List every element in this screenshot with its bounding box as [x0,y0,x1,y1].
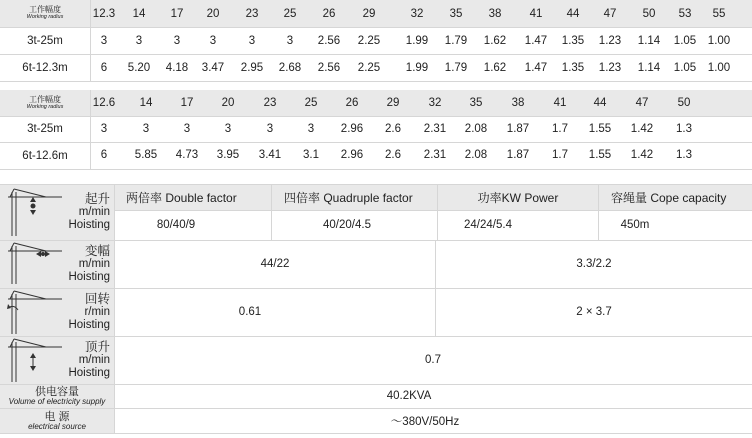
luffing-label-unit: m/min [78,258,110,271]
load-value: 2.6 [385,123,401,135]
radius-value: 12.3 [92,7,116,20]
rule [0,54,752,55]
load-value: 2.31 [423,123,447,135]
jacking-label [60,336,110,384]
load-value: 2.08 [464,123,488,135]
load-value: 1.3 [676,123,692,135]
load-value: 3 [183,123,191,135]
load-value: 1.55 [588,123,612,135]
radius-value: 17 [180,97,194,109]
load-value: 2.68 [278,61,302,74]
header-quadruple-factor: 四倍率 Quadruple factor [284,190,413,205]
load-value: 3 [100,123,108,135]
rule [0,184,752,185]
load-value: 1.42 [630,149,654,161]
rule [0,288,752,289]
load-value: 1.99 [405,61,429,74]
power-capacity-en: Volume of electricity supply [8,396,106,406]
power-capacity-zh: 供电容量 [35,385,79,398]
power-value: 24/24/5.4 [464,219,512,231]
radius-value: 25 [304,97,318,109]
load-value: 2.6 [385,149,401,161]
radius-value: 32 [428,97,442,109]
rule [0,81,752,82]
luffing-power-value: 3.3/2.2 [576,258,612,270]
load-value: 6 [100,149,108,161]
rule [0,116,752,117]
load-value: 3.95 [216,149,240,161]
radius-header-en: Working radius [26,14,64,21]
load-value: 2.95 [240,61,264,74]
load-value: 3 [142,123,150,135]
rule [0,408,752,409]
load-value: 1.62 [483,61,507,74]
quadruple-factor-value: 40/20/4.5 [323,219,371,231]
radius-value: 55 [712,7,726,20]
radius-value: 26 [322,7,336,20]
cope-capacity-value: 450m [620,219,650,231]
load-value: 1.62 [483,34,507,47]
power-source-label [0,408,114,434]
load-value: 6 [100,61,108,74]
table1-row-label: 6t-12.3m [22,61,68,74]
load-value: 2.56 [317,34,341,47]
load-value: 1.23 [598,34,622,47]
load-value: 2.25 [357,34,381,47]
load-value: 3 [135,34,143,47]
luffing-label-zh: 变幅 [84,244,110,259]
load-value: 1.7 [552,123,568,135]
luffing-speed-value: 44/22 [260,258,290,270]
load-value: 3 [224,123,232,135]
slewing-label [60,288,110,336]
rule [90,0,91,82]
header-double-factor: 两倍率 Double factor [126,190,237,205]
load-value: 1.3 [676,149,692,161]
power-source-zh: 电 源 [44,410,70,423]
radius-value: 32 [410,7,424,20]
load-value: 3 [307,123,315,135]
rule [0,240,752,241]
load-value: 5.85 [134,149,158,161]
load-value: 4.18 [165,61,189,74]
load-value: 1.00 [707,61,731,74]
rule [0,384,752,385]
radius-header-zh: 工作幅度 [29,94,61,104]
tower-crane-trolley-icon [6,242,64,284]
radius-value: 50 [642,7,656,20]
table1-row-label: 3t-25m [27,34,63,47]
radius-header-en: Working radius [26,103,64,110]
load-value: 1.55 [588,149,612,161]
load-value: 1.87 [506,123,530,135]
load-value: 3 [173,34,181,47]
radius-value: 47 [635,97,649,109]
radius-value: 29 [386,97,400,109]
load-value: 2.96 [340,123,364,135]
rule [90,90,91,170]
load-value: 1.47 [524,61,548,74]
header-power: 功率KW Power [477,190,559,205]
load-value: 2.08 [464,149,488,161]
rule [0,433,752,434]
radius-value: 14 [132,7,146,20]
load-value: 3 [209,34,217,47]
jacking-speed-value: 0.7 [425,354,441,366]
load-value: 1.47 [524,34,548,47]
load-value: 1.35 [561,61,585,74]
radius-value: 14 [139,97,153,109]
load-value: 3.41 [258,149,282,161]
radius-value: 44 [566,7,580,20]
load-value: 1.87 [506,149,530,161]
load-value: 3 [100,34,108,47]
load-value: 3.47 [201,61,225,74]
load-value: 3 [286,34,294,47]
rule [271,184,272,240]
radius-value: 38 [488,7,502,20]
load-value: 1.05 [673,34,697,47]
hoisting-label-zh: 起升 [84,192,110,207]
header-cope-capacity: 容绳量 Cope capacity [611,190,727,205]
hoisting-label-unit: m/min [78,206,110,219]
spec-table [0,184,752,434]
tower-crane-jacking-icon [6,338,64,382]
radius-value: 47 [603,7,617,20]
power-capacity-value: 40.2KVA [386,390,432,402]
rule [598,184,599,240]
rule [435,240,436,336]
load-value: 3 [248,34,256,47]
jacking-label-unit: m/min [78,354,110,367]
radius-value: 12.6 [92,97,116,109]
rule [114,184,115,434]
power-source-value: ～380V/50Hz [390,416,460,428]
radius-value: 17 [170,7,184,20]
tower-crane-hoist-icon [6,188,64,236]
radius-value: 26 [345,97,359,109]
power-capacity-label [0,384,114,408]
load-value: 2.96 [340,149,364,161]
load-value: 1.14 [637,61,661,74]
rule [437,184,438,240]
slewing-label-zh: 回转 [84,292,110,307]
rule [114,210,752,211]
rule [0,142,752,143]
load-value: 3.1 [303,149,319,161]
slewing-label-en: Hoisting [68,319,110,331]
radius-value: 20 [221,97,235,109]
radius-value: 44 [593,97,607,109]
rule [0,169,752,170]
radius-value: 41 [553,97,567,109]
load-value: 2.31 [423,149,447,161]
radius-header-zh: 工作幅度 [29,5,61,15]
load-table-2 [0,90,752,170]
slewing-speed-value: 0.61 [238,306,262,318]
jacking-label-en: Hoisting [68,367,110,379]
luffing-label-en: Hoisting [68,271,110,283]
slewing-power-value: 2 × 3.7 [576,306,612,318]
tower-crane-slewing-icon [6,290,64,334]
radius-value: 50 [677,97,691,109]
table2-row-label: 3t-25m [27,123,63,135]
slewing-label-unit: r/min [84,306,110,319]
load-value: 1.35 [561,34,585,47]
radius-value: 41 [529,7,543,20]
load-value: 2.25 [357,61,381,74]
load-value: 1.00 [707,34,731,47]
load-value: 1.79 [444,61,468,74]
radius-value: 29 [362,7,376,20]
load-value: 1.99 [405,34,429,47]
luffing-label [60,240,110,288]
jacking-label-zh: 顶升 [84,340,110,355]
load-value: 4.73 [175,149,199,161]
load-value: 5.20 [127,61,151,74]
radius-value: 35 [469,97,483,109]
load-value: 1.79 [444,34,468,47]
table2-row-label: 6t-12.6m [22,149,68,162]
load-value: 2.56 [317,61,341,74]
radius-value: 23 [263,97,277,109]
load-value: 3 [266,123,274,135]
radius-value: 53 [678,7,692,20]
hoisting-label-en: Hoisting [68,219,110,231]
power-source-en: electrical source [28,421,86,431]
load-value: 1.23 [598,61,622,74]
load-value: 1.05 [673,61,697,74]
hoisting-label [60,186,110,238]
radius-value: 25 [283,7,297,20]
radius-value: 20 [206,7,220,20]
load-value: 1.14 [637,34,661,47]
rule [0,27,752,28]
table1-radius-header [0,0,90,27]
radius-value: 23 [245,7,259,20]
rule [0,336,752,337]
load-value: 1.42 [630,123,654,135]
load-value: 1.7 [552,149,568,161]
radius-value: 35 [449,7,463,20]
radius-value: 38 [511,97,525,109]
load-table-1 [0,0,752,82]
double-factor-value: 80/40/9 [156,219,196,231]
table2-radius-header [0,90,90,116]
